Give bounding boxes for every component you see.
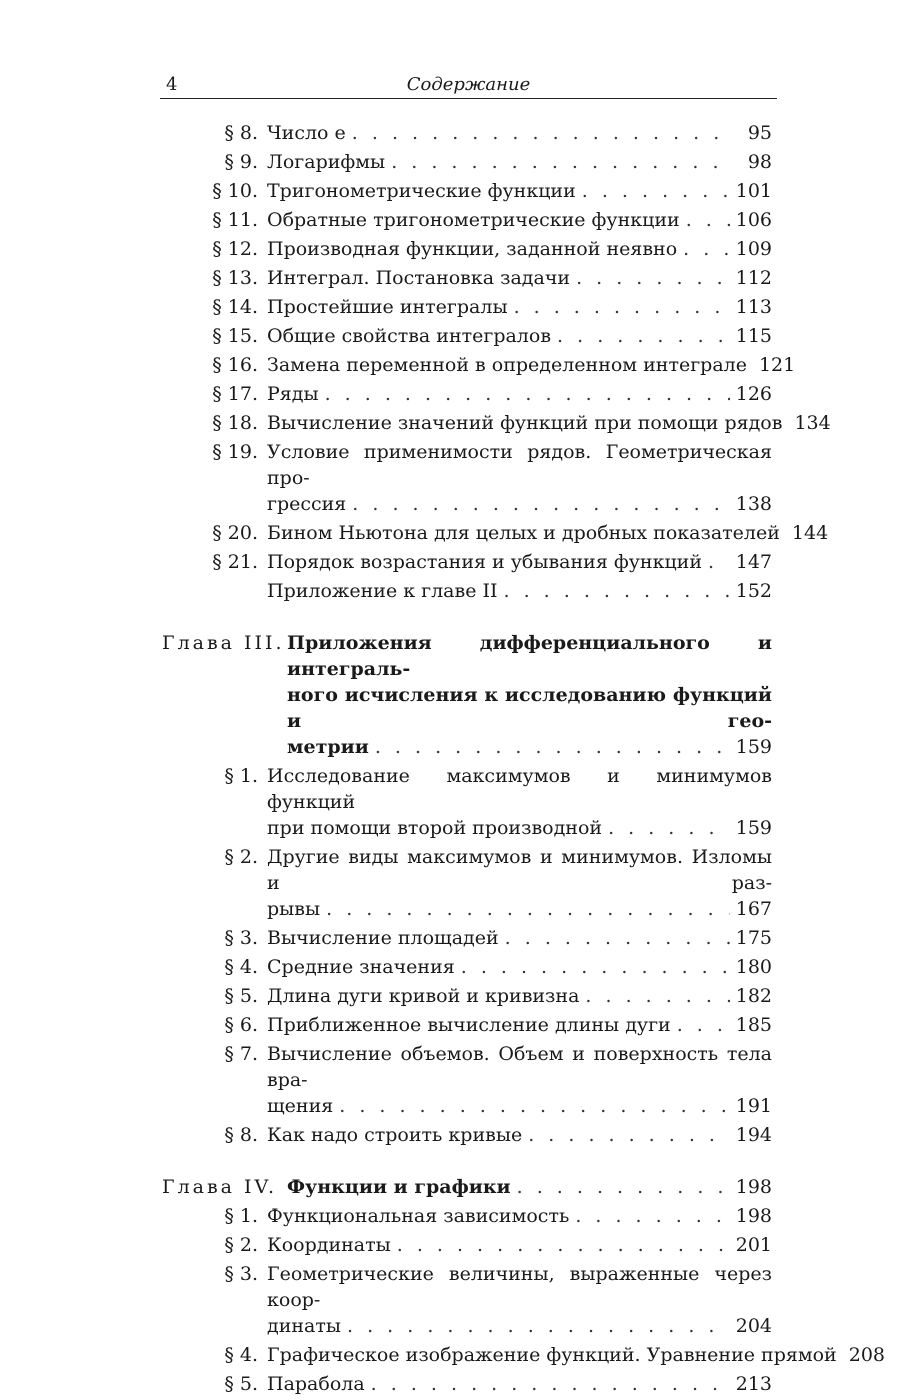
toc-entry[interactable] xyxy=(0,178,772,204)
section-number: § 11. xyxy=(212,209,258,231)
entry-title-line: Исследование максимумов и минимумов функций xyxy=(267,765,772,813)
running-title: Содержание xyxy=(406,74,531,95)
toc-entry[interactable] xyxy=(0,1203,772,1229)
page-ref: 159 xyxy=(735,817,772,839)
entry-title: Как надо строить кривые xyxy=(267,1124,523,1146)
page-ref: 185 xyxy=(735,1014,772,1036)
entry-title: Порядок возрастания и убывания функций xyxy=(267,551,702,573)
entry-title: рывы xyxy=(267,898,321,920)
section-number: § 5. xyxy=(224,1373,258,1395)
toc-group-chapter-4 xyxy=(0,1203,900,1397)
page-ref: 138 xyxy=(735,493,772,515)
toc-entry[interactable] xyxy=(0,549,772,575)
leader-dots xyxy=(683,236,730,262)
leader-dots xyxy=(375,734,730,760)
section-number: § 14. xyxy=(212,296,258,318)
page-ref: 198 xyxy=(735,1205,772,1227)
chapter-title-line: Приложения дифференциального и интеграль- xyxy=(287,632,772,680)
leader-dots xyxy=(686,207,730,233)
toc-entry[interactable] xyxy=(0,149,772,175)
toc-entry[interactable] xyxy=(0,207,772,233)
leader-dots xyxy=(677,1012,730,1038)
toc-entry[interactable] xyxy=(0,120,772,146)
section-number: § 4. xyxy=(224,1344,258,1366)
section-number: § 8. xyxy=(224,1124,258,1146)
section-number: § 3. xyxy=(224,927,258,949)
section-number: § 12. xyxy=(212,238,258,260)
toc-entry[interactable] xyxy=(0,1041,772,1119)
section-number: § 1. xyxy=(224,1205,258,1227)
page-ref: 182 xyxy=(735,985,772,1007)
toc-entry[interactable] xyxy=(0,236,772,262)
section-number: § 18. xyxy=(212,412,258,434)
section-number: § 21. xyxy=(212,551,258,573)
running-head xyxy=(160,70,777,99)
entry-title-line: Вычисление объемов. Объем и поверхность тела вра- xyxy=(267,1043,772,1091)
entry-title-line: Геометрические величины, выраженные через коор- xyxy=(267,1263,772,1311)
entry-title: Общие свойства интегралов xyxy=(267,325,552,347)
section-number: § 10. xyxy=(212,180,258,202)
toc-group-chapter-3 xyxy=(0,763,900,1148)
page-number: 4 xyxy=(166,74,178,95)
toc-entry[interactable] xyxy=(0,1342,885,1368)
page-ref: 126 xyxy=(735,383,772,405)
toc-entry[interactable] xyxy=(0,439,772,517)
section-number: § 5. xyxy=(224,985,258,1007)
page-ref: 201 xyxy=(735,1234,772,1256)
toc-entry[interactable] xyxy=(0,323,772,349)
chapter-page: 198 xyxy=(735,1176,772,1198)
leader-dots xyxy=(325,381,730,407)
page-ref: 109 xyxy=(735,238,772,260)
page-ref: 113 xyxy=(735,296,772,318)
toc-entry[interactable] xyxy=(0,1122,772,1148)
page-ref: 144 xyxy=(791,522,829,544)
page-ref: 101 xyxy=(735,180,772,202)
page-ref: 112 xyxy=(735,267,772,289)
leader-dots xyxy=(391,149,732,175)
chapter-heading-3[interactable] xyxy=(0,630,772,760)
leader-dots xyxy=(608,815,730,841)
entry-title: Число е xyxy=(267,122,346,144)
entry-title: щения xyxy=(267,1095,334,1117)
chapter-title: Функции и графики xyxy=(287,1176,511,1198)
toc-entry[interactable] xyxy=(0,381,772,407)
section-number: § 3. xyxy=(224,1263,258,1285)
section-number: § 2. xyxy=(224,1234,258,1256)
section-number: § 13. xyxy=(212,267,258,289)
toc-entry[interactable] xyxy=(0,1371,772,1397)
entry-title: Вычисление значений функций при помощи рядов xyxy=(267,412,783,434)
section-number: § 20. xyxy=(212,522,258,544)
leader-dots xyxy=(576,265,730,291)
leader-dots xyxy=(347,1313,730,1339)
entry-title: Логарифмы xyxy=(267,151,386,173)
entry-title: Функциональная зависимость xyxy=(267,1205,570,1227)
section-number: § 6. xyxy=(224,1014,258,1036)
chapter-heading-4[interactable] xyxy=(0,1174,772,1200)
section-number: § 7. xyxy=(224,1043,258,1065)
leader-dots xyxy=(575,1203,729,1229)
leader-dots xyxy=(505,925,730,951)
entry-title: Замена переменной в определенном интеграле xyxy=(267,354,747,376)
leader-dots xyxy=(461,954,730,980)
toc-entry[interactable] xyxy=(0,520,829,546)
entry-title: Тригонометрические функции xyxy=(267,180,576,202)
section-number: § 16. xyxy=(212,354,258,376)
toc-entry[interactable] xyxy=(0,763,772,841)
entry-title: Длина дуги кривой и кривизна xyxy=(267,985,580,1007)
toc-entry[interactable] xyxy=(0,925,772,951)
page-ref: 98 xyxy=(747,151,772,173)
leader-dots xyxy=(517,1174,730,1200)
leader-dots xyxy=(708,549,730,575)
leader-dots xyxy=(585,983,729,1009)
page-ref: 213 xyxy=(735,1373,772,1395)
toc-entry[interactable] xyxy=(0,983,772,1009)
toc-entry[interactable] xyxy=(0,294,772,320)
section-number: § 15. xyxy=(212,325,258,347)
page-ref: 191 xyxy=(735,1095,772,1117)
toc-entry[interactable] xyxy=(0,352,796,378)
chapter-label: Глава III. xyxy=(162,632,285,654)
entry-title-line: Другие виды максимумов и минимумов. Изломы и раз- xyxy=(267,846,772,894)
page-ref: 95 xyxy=(747,122,772,144)
entry-title: Парабола xyxy=(267,1373,365,1395)
page-ref: 147 xyxy=(735,551,772,573)
entry-title: Вычисление площадей xyxy=(267,927,499,949)
entry-title: Приложение к главе II xyxy=(267,580,498,602)
page-ref: 208 xyxy=(848,1344,885,1366)
entry-title: Простейшие интегралы xyxy=(267,296,508,318)
leader-dots xyxy=(528,1122,730,1148)
entry-title: Производная функции, заданной неявно xyxy=(267,238,678,260)
entry-title-line: Условие применимости рядов. Геометрическая про- xyxy=(267,441,772,489)
leader-dots xyxy=(352,120,732,146)
leader-dots xyxy=(326,896,730,922)
entry-title: Бином Ньютона для целых и дробных показателей xyxy=(267,522,780,544)
page-ref: 194 xyxy=(735,1124,772,1146)
page-ref: 106 xyxy=(735,209,772,231)
leader-dots xyxy=(371,1371,730,1397)
section-number: § 9. xyxy=(224,151,258,173)
toc-entry[interactable] xyxy=(0,410,831,436)
chapter-page: 159 xyxy=(735,736,772,758)
entry-title: Обратные тригонометрические функции xyxy=(267,209,680,231)
entry-title: динаты xyxy=(267,1315,341,1337)
section-number: § 8. xyxy=(224,122,258,144)
page-ref: 167 xyxy=(735,898,772,920)
page-ref: 175 xyxy=(735,927,772,949)
leader-dots xyxy=(557,323,730,349)
toc-entry[interactable] xyxy=(0,578,772,604)
entry-title: Приближенное вычисление длины дуги xyxy=(267,1014,671,1036)
page-ref: 152 xyxy=(735,580,772,602)
page-ref: 115 xyxy=(735,325,772,347)
entry-title: грессия xyxy=(267,493,347,515)
section-number: § 19. xyxy=(212,441,258,463)
section-number: § 2. xyxy=(224,846,258,868)
entry-title: Графическое изображение функций. Уравнение прямой xyxy=(267,1344,837,1366)
toc-entry[interactable] xyxy=(0,1012,772,1038)
toc-entry[interactable] xyxy=(0,1232,772,1258)
entry-title: Средние значения xyxy=(267,956,455,978)
leader-dots xyxy=(397,1232,730,1258)
chapter-label: Глава IV. xyxy=(162,1176,277,1198)
entry-title: Координаты xyxy=(267,1234,391,1256)
page-ref: 121 xyxy=(758,354,796,376)
chapter-title-line: метрии xyxy=(287,736,369,758)
page-ref: 204 xyxy=(735,1315,772,1337)
toc-entry[interactable] xyxy=(0,954,772,980)
entry-title: Интеграл. Постановка задачи xyxy=(267,267,571,289)
section-number: § 17. xyxy=(212,383,258,405)
leader-dots xyxy=(514,294,730,320)
section-number: § 4. xyxy=(224,956,258,978)
leader-dots xyxy=(504,578,730,604)
page-ref: 134 xyxy=(794,412,831,434)
toc-entry[interactable] xyxy=(0,1261,772,1339)
section-number: § 1. xyxy=(224,765,258,787)
page-ref: 180 xyxy=(735,956,772,978)
leader-dots xyxy=(352,491,729,517)
entry-title: при помощи второй производной xyxy=(267,817,603,839)
toc-group-chapter-2 xyxy=(0,120,900,604)
toc-entry[interactable] xyxy=(0,844,772,922)
leader-dots xyxy=(339,1093,730,1119)
toc-entry[interactable] xyxy=(0,265,772,291)
table-of-contents xyxy=(0,120,900,1400)
entry-title: Ряды xyxy=(267,383,319,405)
chapter-title-line: ного исчисления к исследованию функций и гео- xyxy=(287,684,772,732)
leader-dots xyxy=(582,178,730,204)
